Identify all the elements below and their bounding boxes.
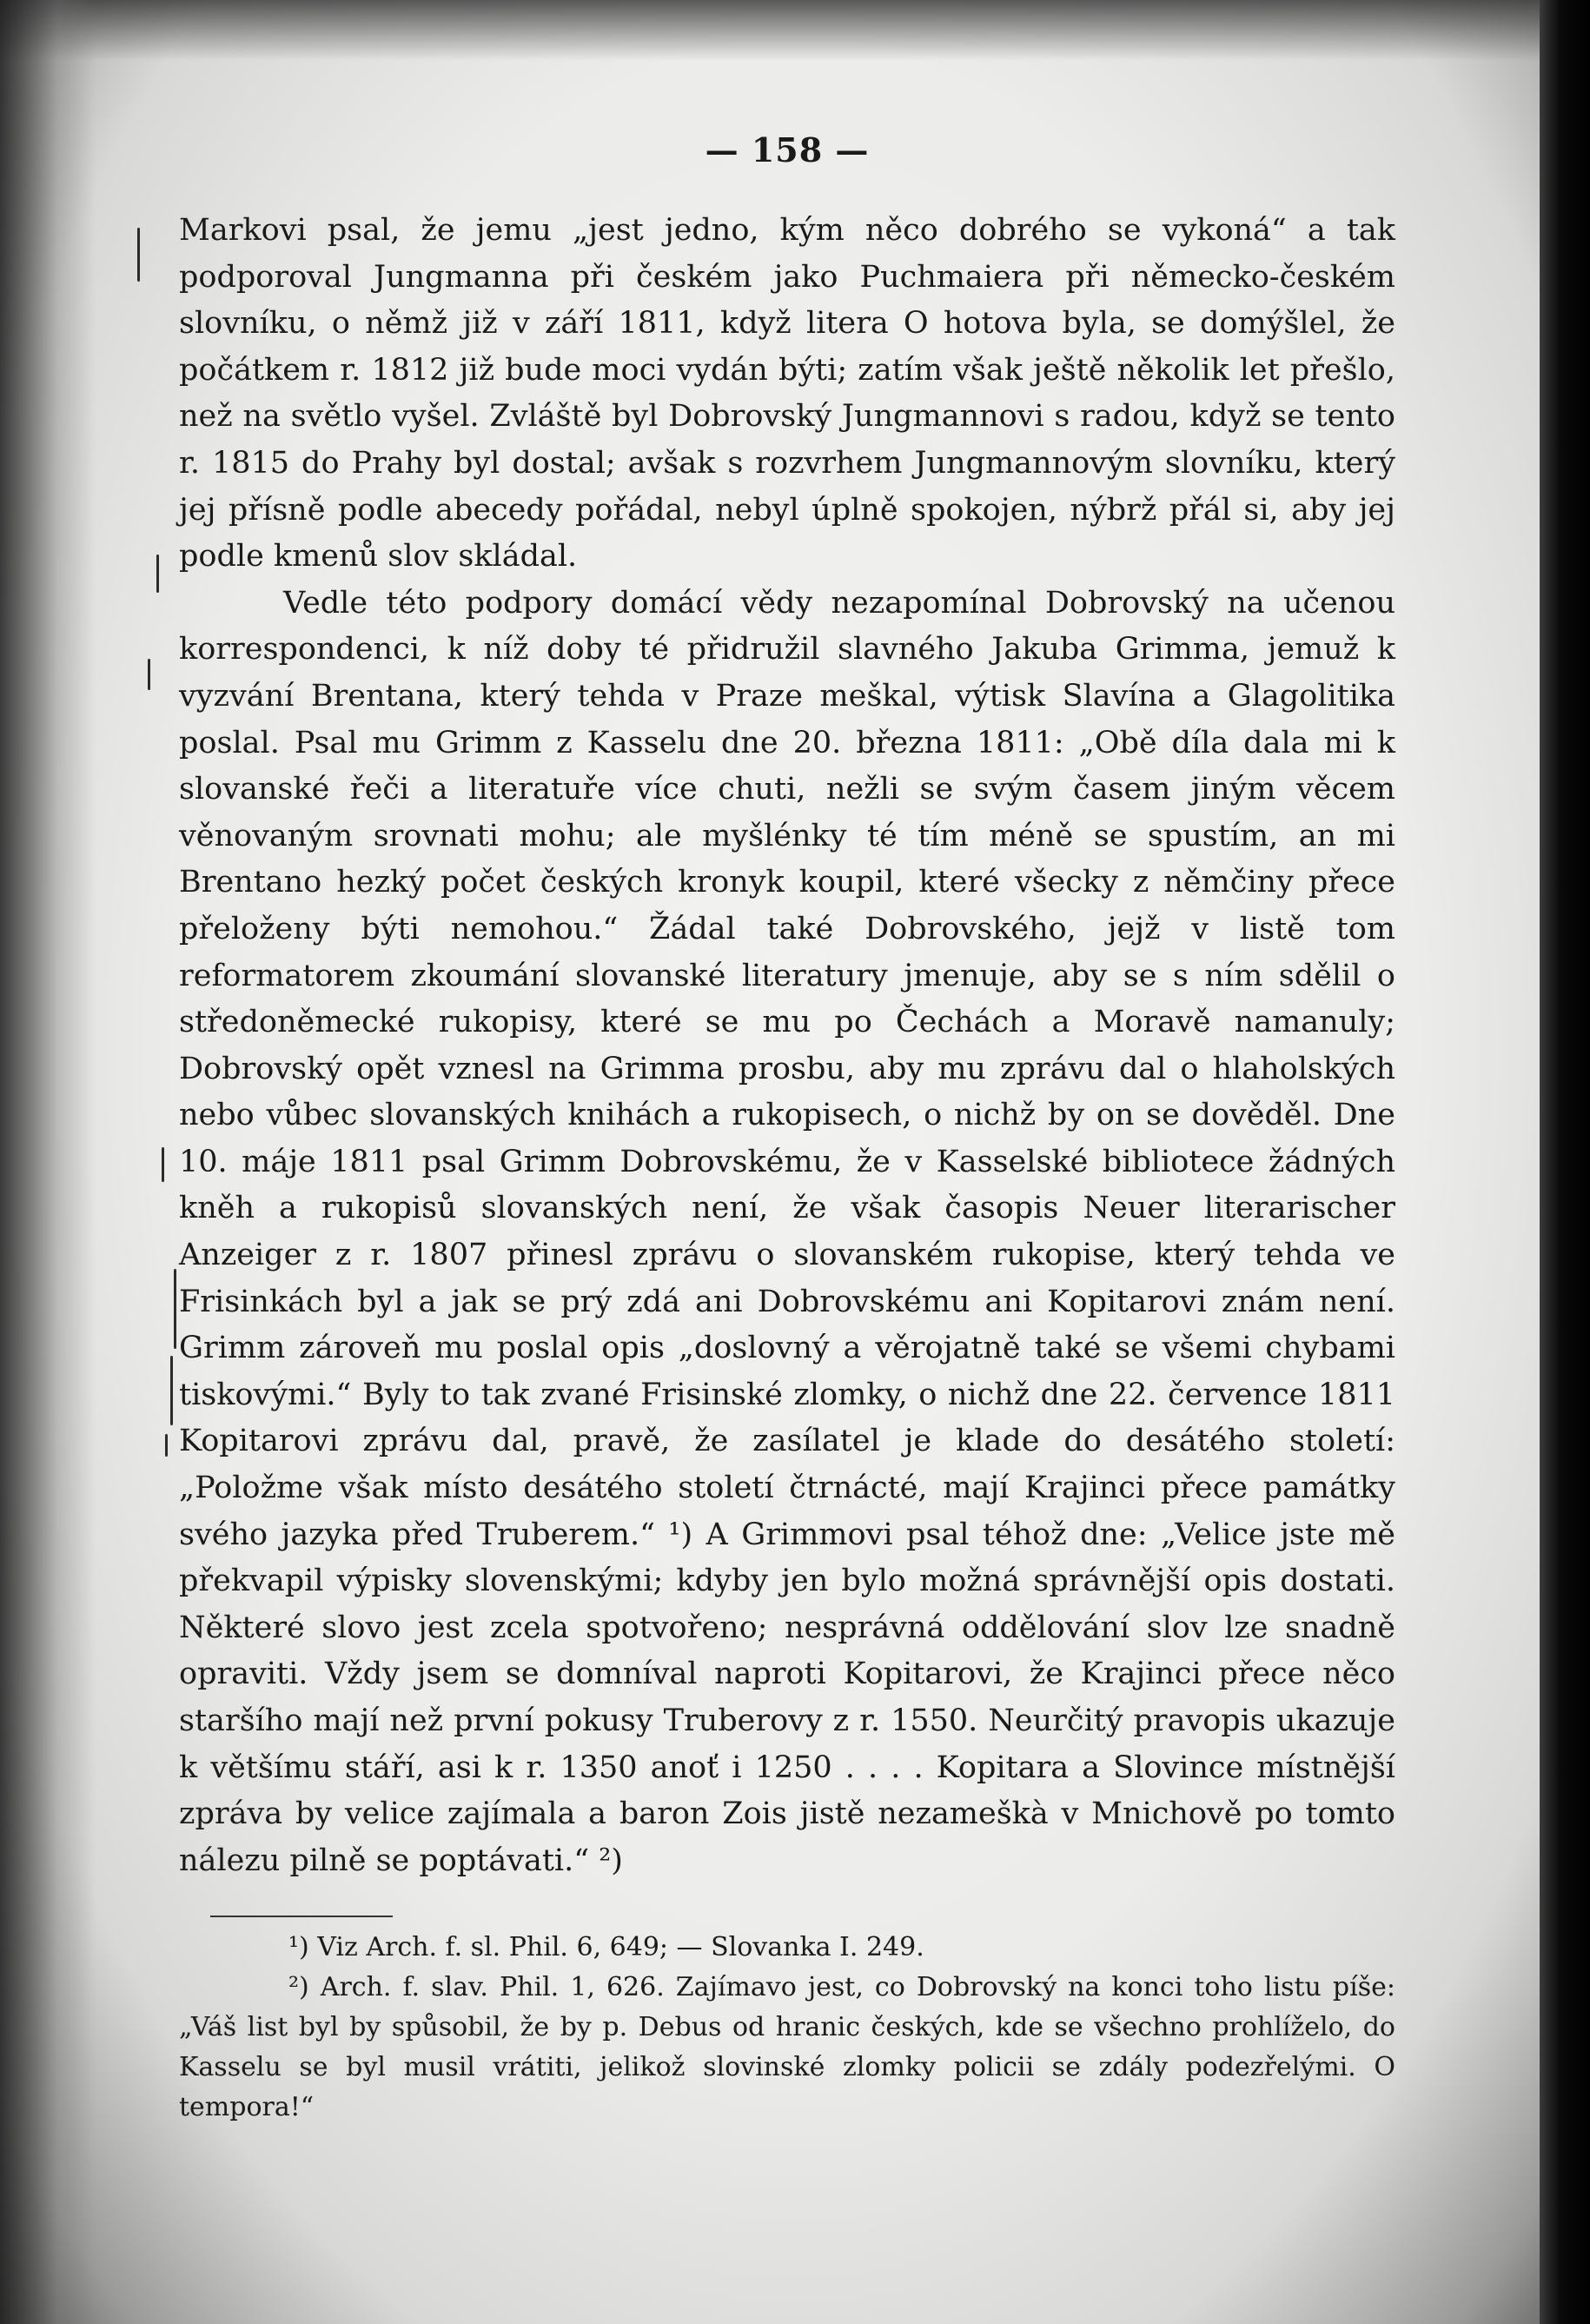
margin-pencil-mark (137, 228, 140, 282)
margin-pencil-mark (156, 554, 159, 593)
scan-shadow-top (0, 0, 1590, 61)
margin-pencil-mark (170, 1356, 173, 1425)
paragraph: Markovi psal, že jemu „jest jedno, kým něco dobrého se vykoná“ a tak podporoval Jungmanna při českém jako Puchmaiera při německo-českém slovníku, o němž již v září 1811, když litera O hotova byla, se domýšlel, že počátkem r. 1812 již bude moci vydán býti; zatím však ještě několik let přešlo, než na světlo vyšel. Zvláště byl Dobrovský Jungmannovi s radou, když se tento r. 1815 do Prahy byl dostal; avšak s rozvrhem Jungmannovým slovníku, který jej přísně podle abecedy pořádal, nebyl úplně spokojen, nýbrž přál si, aby jej podle kmenů slov skládal. (179, 213, 1395, 574)
paragraph: Vedle této podpory domácí vědy nezapomínal Dobrovský na učenou korrespondenci, k níž doby té přidružil slavného Jakuba Grimma, jemuž k vyzvání Brentana, který tehda v Praze meškal, výtisk Slavína a Glagolitika poslal. Psal mu Grimm z Kasselu dne 20. března 1811: „Obě díla dala mi k slovanské řeči a literatuře více chuti, nežli se svým časem jiným věcem věnovaným srovnati mohu; ale myšlénky té tím méně se spustím, an mi Brentano hezký počet českých kronyk koupil, které všecky z němčiny přece přeloženy býti nemohou.“ Žádal také Dobrovského, jejž v listě tom reformatorem zkoumání slovanské literatury jmenuje, aby se s ním sdělil o středoněmecké rukopisy, které se mu po Čechách a Moravě namanuly; Dobrovský opět vznesl na Grimma prosbu, aby mu zprávu dal o hlaholských nebo vůbec slovanských knihách a rukopisech, o nichž by on se dověděl. Dne 10. máje 1811 psal Grimm Dobrovskému, že v Kasselské bibliotece žádných kněh a rukopisů slovanských není, že však časopis Neuer literarischer Anzeiger z r. 1807 přinesl zprávu o slovanském rukopise, který tehda ve Frisinkách byl a jak se prý zdá ani Dobrovskému ani Kopitarovi znám není. Grimm zároveň mu poslal opis „doslovný a věrojatně také se všemi chybami tiskovými.“ Byly to tak zvané Frisinské zlomky, o nichž dne 22. července 1811 Kopitarovi zprávu dal, pravě, že zasílatel je klade do desátého století: „Položme však místo desátého století čtrnácté, mají Krajinci přece památky svého jazyka před Truberem.“ ¹) A Grimmovi psal téhož dne: „Velice jste mě překvapil výpisky slovenskými; kdyby jen bylo možná správnější opis dostati. Některé slovo jest zcela spotvořeno; nesprávná oddělování slov lze snadně opraviti. Vždy jsem se domníval naproti Kopitarovi, že Krajinci přece něco staršího mají než první pokusy Truberovy z r. 1550. Neurčitý pravopis ukazuje k většímu stáří, asi k r. 1350 anoť i 1250 . . . . Kopitara a Slovince místnější zpráva by velice zajímala a baron Zois jistě nezameškà v Mnichově po tomto nálezu pilně se poptávati.“ ²) (179, 585, 1395, 1878)
footnote: ¹) Viz Arch. f. sl. Phil. 6, 649; — Slovanka I. 249. (288, 1932, 924, 1963)
page-content (179, 130, 1395, 2128)
scan-shadow-left (0, 0, 96, 2324)
footnotes (179, 1928, 1395, 2128)
page-number: — 158 — (705, 130, 870, 169)
scan-shadow-right (1540, 0, 1590, 2324)
footnote-separator (210, 1916, 393, 1917)
margin-pencil-mark (165, 1434, 168, 1457)
margin-pencil-mark (174, 1269, 176, 1349)
footnote: ²) Arch. f. slav. Phil. 1, 626. Zajímavo jest, co Dobrovský na konci toho listu píše: „Váš list byl by spůsobil, že by p. Debus od hranic českých, kde se všechno prohlíželo, do Kasselu se byl musil vrátiti, jelikož slovinské zlomky policii se zdály podezřelými. O tempora!“ (179, 1972, 1395, 2123)
main-text (179, 208, 1395, 1884)
margin-pencil-mark (162, 1147, 164, 1182)
margin-pencil-mark (148, 659, 150, 690)
